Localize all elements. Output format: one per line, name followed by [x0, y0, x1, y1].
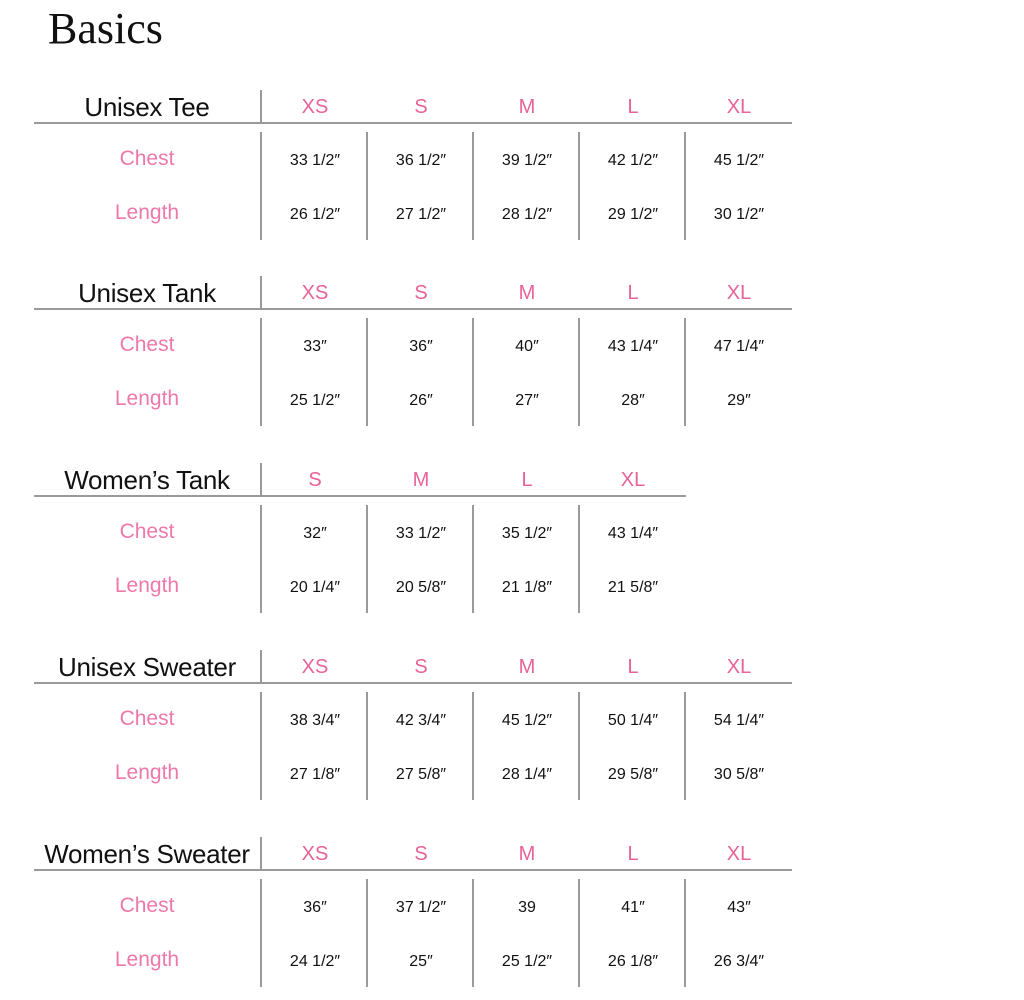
- chest-value: 41″: [621, 899, 645, 916]
- chest-value: 43 1/4″: [607, 525, 659, 542]
- size-table-unisex-sweater: [0, 650, 1024, 810]
- size-header: L: [521, 469, 533, 491]
- chest-value: 39 1/2″: [501, 152, 553, 169]
- column-divider: [684, 879, 686, 987]
- size-header: XS: [301, 282, 329, 304]
- column-divider: [578, 132, 580, 240]
- chest-value: 45 1/2″: [501, 712, 553, 729]
- size-table-unisex-tee: [0, 90, 1024, 250]
- column-divider: [472, 692, 474, 800]
- garment-name: Women’s Sweater: [44, 839, 250, 869]
- column-divider: [578, 692, 580, 800]
- chest-value: 33″: [303, 338, 327, 355]
- column-divider: [684, 692, 686, 800]
- header-rule: [34, 495, 686, 497]
- garment-name: Unisex Tank: [78, 278, 216, 308]
- chest-value: 36″: [409, 338, 433, 355]
- size-header: S: [414, 843, 428, 865]
- column-divider: [472, 505, 474, 613]
- chest-label: Chest: [119, 520, 175, 543]
- chest-value: 35 1/2″: [501, 525, 553, 542]
- size-header: S: [308, 469, 322, 491]
- size-table-unisex-tank: [0, 276, 1024, 436]
- column-divider: [578, 318, 580, 426]
- column-divider: [578, 505, 580, 613]
- length-value: 26 1/2″: [289, 206, 341, 223]
- chest-value: 45 1/2″: [713, 152, 765, 169]
- length-value: 25″: [409, 953, 433, 970]
- chest-label: Chest: [119, 707, 175, 730]
- size-header: XL: [726, 843, 752, 865]
- chest-value: 32″: [303, 525, 327, 542]
- size-header: M: [518, 656, 536, 678]
- length-value: 28″: [621, 392, 645, 409]
- length-value: 20 5/8″: [395, 579, 447, 596]
- column-divider: [578, 879, 580, 987]
- length-value: 29 5/8″: [607, 766, 659, 783]
- chest-value: 39: [518, 899, 536, 916]
- length-value: 27″: [515, 392, 539, 409]
- header-rule: [34, 122, 792, 124]
- column-divider: [366, 318, 368, 426]
- length-value: 24 1/2″: [289, 953, 341, 970]
- length-value: 27 1/8″: [289, 766, 341, 783]
- chest-value: 37 1/2″: [395, 899, 447, 916]
- size-header: XL: [726, 656, 752, 678]
- size-header: XL: [726, 96, 752, 118]
- chest-value: 50 1/4″: [607, 712, 659, 729]
- length-value: 30 5/8″: [713, 766, 765, 783]
- size-header: M: [518, 96, 536, 118]
- chest-value: 33 1/2″: [395, 525, 447, 542]
- column-divider: [366, 879, 368, 987]
- column-divider: [472, 318, 474, 426]
- column-divider: [472, 879, 474, 987]
- size-header: XS: [301, 656, 329, 678]
- size-header: S: [414, 96, 428, 118]
- column-divider: [260, 318, 262, 426]
- column-divider: [684, 132, 686, 240]
- size-header: XS: [301, 843, 329, 865]
- size-header: L: [627, 96, 639, 118]
- garment-name: Unisex Tee: [84, 92, 210, 122]
- header-rule: [34, 869, 792, 871]
- length-value: 26″: [409, 392, 433, 409]
- column-divider: [366, 692, 368, 800]
- garment-name: Women’s Tank: [64, 465, 230, 495]
- length-value: 29″: [727, 392, 751, 409]
- column-divider: [260, 505, 262, 613]
- chest-value: 42 3/4″: [395, 712, 447, 729]
- size-header: S: [414, 282, 428, 304]
- size-header: M: [412, 469, 430, 491]
- chest-label: Chest: [119, 894, 175, 917]
- chest-value: 40″: [515, 338, 539, 355]
- length-value: 28 1/4″: [501, 766, 553, 783]
- size-header: L: [627, 656, 639, 678]
- chest-value: 47 1/4″: [713, 338, 765, 355]
- column-divider: [260, 132, 262, 240]
- size-table-womens-tank: [0, 463, 1024, 623]
- length-value: 28 1/2″: [501, 206, 553, 223]
- length-value: 26 1/8″: [607, 953, 659, 970]
- header-rule: [34, 308, 792, 310]
- size-table-womens-sweater: [0, 837, 1024, 997]
- chest-value: 36″: [303, 899, 327, 916]
- header-rule: [34, 682, 792, 684]
- size-header: M: [518, 282, 536, 304]
- length-value: 25 1/2″: [501, 953, 553, 970]
- column-divider: [260, 879, 262, 987]
- chest-label: Chest: [119, 147, 175, 170]
- length-value: 20 1/4″: [289, 579, 341, 596]
- column-divider: [684, 318, 686, 426]
- column-divider: [260, 692, 262, 800]
- column-divider: [366, 132, 368, 240]
- length-label: Length: [114, 948, 180, 971]
- chest-value: 33 1/2″: [289, 152, 341, 169]
- chest-label: Chest: [119, 333, 175, 356]
- size-header: XL: [620, 469, 646, 491]
- column-divider: [472, 132, 474, 240]
- size-header: XL: [726, 282, 752, 304]
- column-divider: [366, 505, 368, 613]
- length-value: 26 3/4″: [713, 953, 765, 970]
- length-value: 25 1/2″: [289, 392, 341, 409]
- chest-value: 43 1/4″: [607, 338, 659, 355]
- size-header: M: [518, 843, 536, 865]
- size-header: L: [627, 843, 639, 865]
- chest-value: 54 1/4″: [713, 712, 765, 729]
- length-label: Length: [114, 574, 180, 597]
- garment-name: Unisex Sweater: [58, 652, 236, 682]
- length-label: Length: [114, 761, 180, 784]
- size-header: XS: [301, 96, 329, 118]
- length-value: 29 1/2″: [607, 206, 659, 223]
- chest-value: 36 1/2″: [395, 152, 447, 169]
- chest-value: 38 3/4″: [289, 712, 341, 729]
- size-header: L: [627, 282, 639, 304]
- length-value: 27 1/2″: [395, 206, 447, 223]
- length-value: 21 1/8″: [501, 579, 553, 596]
- length-label: Length: [114, 387, 180, 410]
- page-title: Basics: [48, 4, 163, 53]
- chest-value: 43″: [727, 899, 751, 916]
- size-header: S: [414, 656, 428, 678]
- length-label: Length: [114, 201, 180, 224]
- chest-value: 42 1/2″: [607, 152, 659, 169]
- length-value: 27 5/8″: [395, 766, 447, 783]
- length-value: 21 5/8″: [607, 579, 659, 596]
- length-value: 30 1/2″: [713, 206, 765, 223]
